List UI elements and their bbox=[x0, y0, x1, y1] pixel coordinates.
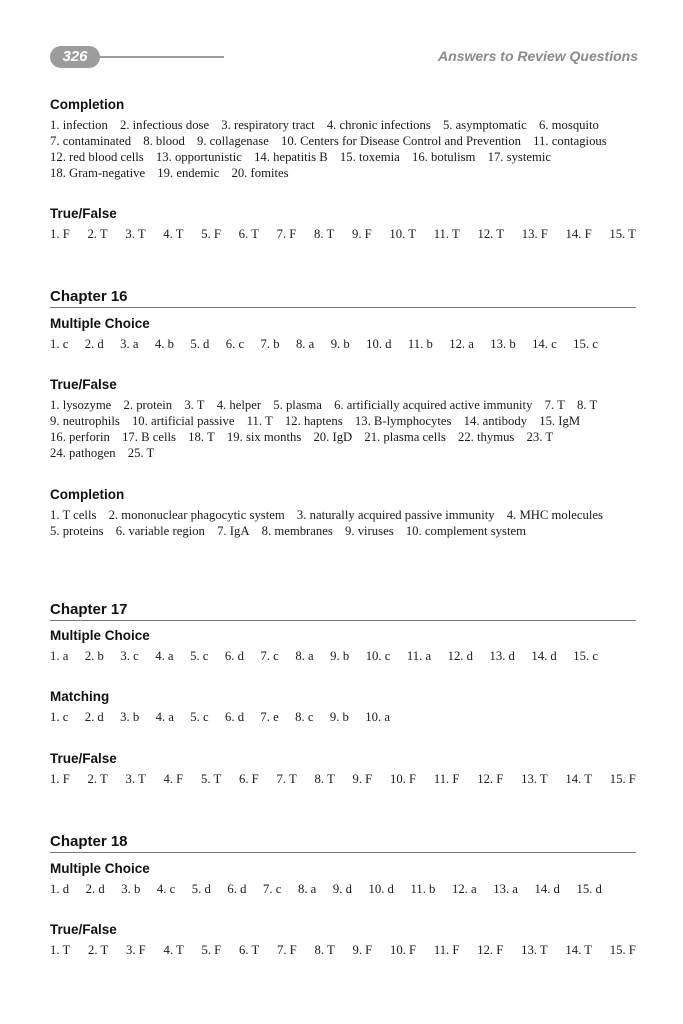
answer-item: 8. blood bbox=[143, 134, 185, 148]
answer-item: 14. c bbox=[532, 337, 557, 351]
answer-list bbox=[50, 117, 636, 181]
answer-item: 10. d bbox=[368, 882, 394, 896]
answer-item: 1. T bbox=[50, 943, 71, 957]
answer-item: 4. T bbox=[163, 227, 184, 241]
answer-item: 8. T bbox=[577, 398, 598, 412]
answer-item: 16. botulism bbox=[411, 150, 476, 164]
answer-item: 4. F bbox=[163, 772, 184, 786]
answer-item: 20. IgD bbox=[313, 430, 353, 444]
answer-item: 21. plasma cells bbox=[364, 430, 446, 444]
answer-item: 7. T bbox=[544, 398, 565, 412]
answer-item: 22. thymus bbox=[457, 430, 515, 444]
answer-item: 10. Centers for Disease Control and Prevention bbox=[281, 134, 521, 148]
ch18-multiple-choice bbox=[50, 861, 636, 897]
answer-item: 1. F bbox=[50, 772, 70, 786]
answer-item: 5. F bbox=[201, 943, 222, 957]
answer-item: 8. membranes bbox=[261, 524, 333, 538]
answer-item: 7. IgA bbox=[217, 524, 250, 538]
answer-item: 4. chronic infections bbox=[326, 118, 431, 132]
answer-item: 13. d bbox=[489, 649, 515, 663]
answer-item: 3. F bbox=[125, 943, 146, 957]
answer-item: 6. artificially acquired active immunity bbox=[334, 398, 533, 412]
answer-item: 15. d bbox=[576, 882, 602, 896]
answer-list bbox=[50, 648, 636, 664]
answer-item: 13. a bbox=[493, 882, 518, 896]
answer-item: 7. F bbox=[276, 227, 297, 241]
answer-item: 9. b bbox=[330, 337, 350, 351]
answer-item: 5. d bbox=[191, 882, 211, 896]
answer-item: 9. viruses bbox=[345, 524, 394, 538]
answer-item: 8. T bbox=[314, 227, 335, 241]
answer-item: 3. c bbox=[120, 649, 139, 663]
answer-item: 11. F bbox=[433, 943, 460, 957]
answer-item: 4. b bbox=[154, 337, 174, 351]
answer-item: 13. b bbox=[490, 337, 516, 351]
answer-item: 5. F bbox=[201, 227, 221, 241]
chapter-title: Chapter 16 bbox=[50, 288, 636, 308]
ch17-true-false bbox=[50, 751, 636, 787]
answer-item: 19. endemic bbox=[157, 166, 220, 180]
answer-item: 15. toxemia bbox=[339, 150, 400, 164]
answer-item: 3. respiratory tract bbox=[221, 118, 315, 132]
answer-item: 8. T bbox=[314, 772, 335, 786]
answer-item: 10. d bbox=[366, 337, 392, 351]
answer-item: 11. a bbox=[406, 649, 432, 663]
answer-item: 5. T bbox=[201, 772, 222, 786]
answer-item: 1. infection bbox=[50, 118, 108, 132]
answer-item: 11. T bbox=[433, 227, 460, 241]
answer-item: 5. c bbox=[190, 710, 209, 724]
answer-item: 3. a bbox=[120, 337, 139, 351]
answer-item: 7. e bbox=[260, 710, 279, 724]
answer-item: 7. F bbox=[276, 943, 297, 957]
answer-item: 14. d bbox=[531, 649, 557, 663]
answer-item: 1. c bbox=[50, 710, 69, 724]
section-title: True/False bbox=[50, 751, 117, 766]
answer-item: 9. F bbox=[352, 772, 373, 786]
answer-item: 13. F bbox=[521, 227, 548, 241]
section-title: Multiple Choice bbox=[50, 861, 150, 876]
answer-item: 7. b bbox=[260, 337, 280, 351]
ch17-matching bbox=[50, 689, 636, 725]
answer-list bbox=[50, 226, 636, 242]
answer-item: 13. opportunistic bbox=[155, 150, 242, 164]
answer-item: 6. c bbox=[225, 337, 245, 351]
page-number-badge: 326 bbox=[50, 46, 100, 68]
answer-item: 5. c bbox=[190, 649, 209, 663]
answer-item: 10. a bbox=[365, 710, 390, 724]
answer-item: 5. plasma bbox=[273, 398, 322, 412]
answer-item: 25. T bbox=[127, 446, 155, 460]
answer-item: 2. T bbox=[87, 772, 108, 786]
answer-list bbox=[50, 336, 636, 352]
answer-item: 12. F bbox=[477, 943, 504, 957]
answer-item: 6. F bbox=[238, 772, 259, 786]
answer-item: 15. c bbox=[573, 337, 598, 351]
answer-item: 12. a bbox=[451, 882, 477, 896]
section-title: Completion bbox=[50, 97, 125, 112]
answer-item: 6. mosquito bbox=[538, 118, 599, 132]
answer-item: 1. c bbox=[50, 337, 69, 351]
true-false-section bbox=[50, 206, 636, 242]
answer-item: 2. b bbox=[84, 649, 104, 663]
ch17-multiple-choice bbox=[50, 628, 636, 664]
answer-item: 13. T bbox=[521, 943, 548, 957]
answer-item: 2. T bbox=[87, 227, 108, 241]
answer-item: 11. contagious bbox=[533, 134, 607, 148]
answer-item: 1. F bbox=[50, 227, 70, 241]
section-title: Multiple Choice bbox=[50, 316, 150, 331]
answer-item: 13. B-lymphocytes bbox=[354, 414, 452, 428]
answer-item: 14. antibody bbox=[463, 414, 528, 428]
answer-item: 4. MHC molecules bbox=[506, 508, 603, 522]
answer-item: 3. b bbox=[121, 882, 141, 896]
answer-item: 7. c bbox=[260, 649, 279, 663]
header-rule bbox=[100, 56, 224, 58]
section-title: True/False bbox=[50, 206, 117, 221]
answer-item: 12. red blood cells bbox=[50, 150, 144, 164]
answer-list bbox=[50, 397, 636, 461]
answer-item: 10. T bbox=[389, 227, 416, 241]
answer-item: 8. a bbox=[297, 882, 317, 896]
answer-item: 14. F bbox=[565, 227, 592, 241]
answer-item: 12. d bbox=[447, 649, 473, 663]
answer-item: 4. T bbox=[163, 943, 184, 957]
answer-item: 14. T bbox=[565, 772, 592, 786]
answer-item: 5. asymptomatic bbox=[442, 118, 527, 132]
running-head: Answers to Review Questions bbox=[438, 48, 638, 64]
section-title: Matching bbox=[50, 689, 110, 704]
answer-item: 4. a bbox=[155, 710, 174, 724]
ch16-completion bbox=[50, 487, 636, 539]
answer-item: 20. fomites bbox=[231, 166, 289, 180]
ch16-true-false bbox=[50, 377, 636, 461]
answer-item: 13. T bbox=[521, 772, 548, 786]
answer-item: 18. T bbox=[188, 430, 215, 444]
answer-item: 8. a bbox=[295, 649, 314, 663]
section-title: Completion bbox=[50, 487, 125, 502]
answer-item: 14. hepatitis B bbox=[254, 150, 328, 164]
answer-item: 5. d bbox=[190, 337, 210, 351]
answer-item: 14. d bbox=[534, 882, 560, 896]
ch18-true-false bbox=[50, 922, 636, 958]
answer-item: 23. T bbox=[526, 430, 554, 444]
answer-item: 1. d bbox=[50, 882, 70, 896]
answer-item: 8. a bbox=[295, 337, 315, 351]
answer-list bbox=[50, 942, 636, 958]
answer-item: 4. helper bbox=[216, 398, 262, 412]
chapter-16 bbox=[50, 288, 636, 308]
answer-item: 15. T bbox=[609, 227, 636, 241]
answer-item: 12. haptens bbox=[284, 414, 343, 428]
answer-item: 2. d bbox=[84, 710, 104, 724]
chapter-17 bbox=[50, 601, 636, 621]
answer-item: 10. F bbox=[389, 772, 417, 786]
answer-item: 6. variable region bbox=[115, 524, 205, 538]
answer-item: 12. a bbox=[449, 337, 474, 351]
answer-item: 10. complement system bbox=[405, 524, 526, 538]
answer-item: 7. T bbox=[276, 772, 297, 786]
answer-item: 19. six months bbox=[226, 430, 302, 444]
answer-item: 7. c bbox=[263, 882, 282, 896]
answer-item: 10. F bbox=[389, 943, 417, 957]
answer-item: 6. T bbox=[238, 227, 259, 241]
answer-item: 3. naturally acquired passive immunity bbox=[296, 508, 495, 522]
answer-item: 15. F bbox=[609, 943, 636, 957]
answer-item: 6. d bbox=[224, 649, 244, 663]
answer-item: 8. c bbox=[295, 710, 314, 724]
answer-list bbox=[50, 771, 636, 787]
answer-item: 15. F bbox=[609, 772, 636, 786]
answer-item: 4. a bbox=[155, 649, 174, 663]
chapter-title: Chapter 18 bbox=[50, 833, 636, 853]
page-header bbox=[50, 44, 638, 72]
answer-item: 16. perforin bbox=[50, 430, 110, 444]
chapter-title: Chapter 17 bbox=[50, 601, 636, 621]
answer-item: 9. F bbox=[352, 943, 373, 957]
answer-item: 17. systemic bbox=[487, 150, 552, 164]
answer-item: 8. T bbox=[314, 943, 335, 957]
answer-item: 14. T bbox=[565, 943, 592, 957]
answer-item: 2. protein bbox=[123, 398, 173, 412]
completion-section bbox=[50, 97, 636, 181]
ch16-multiple-choice bbox=[50, 316, 636, 352]
answer-item: 11. F bbox=[433, 772, 460, 786]
answer-item: 2. d bbox=[84, 337, 104, 351]
answer-item: 24. pathogen bbox=[50, 446, 116, 460]
answer-item: 2. mononuclear phagocytic system bbox=[108, 508, 285, 522]
answer-item: 12. F bbox=[477, 772, 504, 786]
section-title: True/False bbox=[50, 922, 117, 937]
answer-item: 1. T cells bbox=[50, 508, 97, 522]
answer-item: 6. T bbox=[238, 943, 260, 957]
answer-item: 17. B cells bbox=[122, 430, 176, 444]
answer-item: 11. b bbox=[407, 337, 433, 351]
answer-item: 3. T bbox=[125, 227, 146, 241]
answer-item: 15. c bbox=[573, 649, 598, 663]
answer-item: 9. b bbox=[330, 649, 350, 663]
answer-item: 3. T bbox=[184, 398, 205, 412]
answer-item: 1. a bbox=[50, 649, 69, 663]
answer-item: 5. proteins bbox=[50, 524, 104, 538]
section-title: True/False bbox=[50, 377, 117, 392]
answer-item: 9. neutrophils bbox=[50, 414, 120, 428]
answer-item: 6. d bbox=[227, 882, 247, 896]
answer-item: 3. b bbox=[120, 710, 140, 724]
answer-item: 1. lysozyme bbox=[50, 398, 112, 412]
answer-list bbox=[50, 881, 636, 897]
answer-item: 9. d bbox=[332, 882, 352, 896]
answer-item: 2. d bbox=[85, 882, 105, 896]
answer-item: 9. F bbox=[351, 227, 372, 241]
answer-item: 7. contaminated bbox=[50, 134, 132, 148]
answer-item: 9. b bbox=[329, 710, 349, 724]
answer-item: 10. c bbox=[365, 649, 391, 663]
answer-item: 2. T bbox=[87, 943, 109, 957]
answer-item: 10. artificial passive bbox=[131, 414, 235, 428]
answer-item: 3. T bbox=[125, 772, 146, 786]
answer-item: 4. c bbox=[156, 882, 176, 896]
answer-item: 18. Gram-negative bbox=[50, 166, 146, 180]
chapter-18 bbox=[50, 833, 636, 853]
answer-list bbox=[50, 709, 636, 725]
answer-item: 9. collagenase bbox=[196, 134, 269, 148]
answer-item: 11. b bbox=[410, 882, 436, 896]
section-title: Multiple Choice bbox=[50, 628, 150, 643]
answer-item: 12. T bbox=[477, 227, 505, 241]
answer-list bbox=[50, 507, 636, 539]
answer-item: 2. infectious dose bbox=[119, 118, 210, 132]
answer-item: 6. d bbox=[225, 710, 245, 724]
answer-item: 15. IgM bbox=[539, 414, 581, 428]
answer-item: 11. T bbox=[246, 414, 273, 428]
